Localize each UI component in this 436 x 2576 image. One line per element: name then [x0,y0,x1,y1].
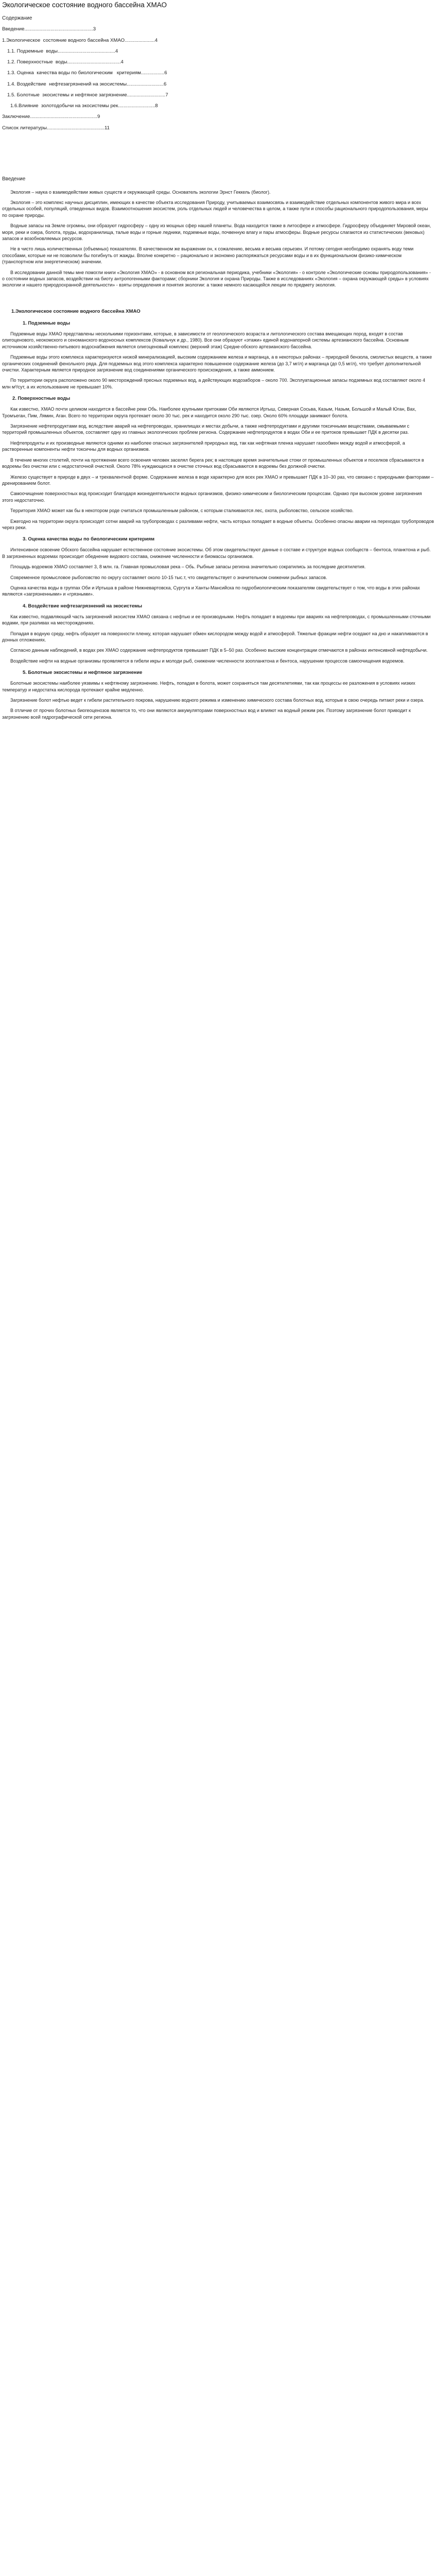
paragraph: Современное промысловое рыболовство по округу составляет около 10-15 тыс.т, что свидетельствует о значительном снижении рыбных запасов. [10,574,327,580]
toc-entry[interactable]: 1.2. Поверхностные воды.......................................4 [7,59,124,65]
paragraph: Водные запасы на Земле огромны, они образуют гидросферу – одну из мощных сфер нашей планеты. Вода находится также в литосфере и атмосфере. Гидросферу объединяет Мировой океан, моря, реки и озера, болота, пруды, водохранилища, талые воды и горные ледники, подземные воды, почвенную влагу и пары атмосферы. Водные ресурсы слагаются из статистических (вековых) запасов и возобновляемых ресурсов. [2,223,431,241]
toc-entry[interactable]: 1.5. Болотные экосистемы и нефтяное загрязнение............................7 [7,92,168,98]
toc-heading: Содержание [2,15,32,21]
subsection-heading: 1. Подземные воды [23,320,71,326]
paragraph: Болотные экосистемы наиболее уязвимы к нефтяному загрязнению. Нефть, попадая в болота, может сохраняться там десятилетиями, так как процессы ее разложения в условиях низких температур и недостатка кислорода протекают крайне медленно. [2,681,415,692]
paragraph: В исследовании данной темы мне помогли книги «Экология ХМАО» - в основном вся региональная периодика, учебники «Экология» - о контроле «Экологические основы природопользования» - о состоянии водных запасов, воздействии на биоту антропогенными факторами; сборники Экология и охрана Природы. Также в исследованиях «Экология – охрана окружающей среды» в условиях экологии и нашего природоохранной деятельности» - взяты определения и понятия экологии: а также немного касающейся лекции по предмету экология. [2,269,431,288]
paragraph: Самоочищение поверхностных вод происходит благодаря жизнедеятельности водных организмов, физико-химическим и биологическим процессам. Однако при высоком уровне загрязнения этого недостаточно. [2,491,422,503]
toc-entry[interactable]: 1.Экологическое состояние водного бассейна ХМАО......................4 [2,37,158,43]
paragraph: Воздействие нефти на водные организмы проявляется в гибели икры и молоди рыб, снижении численности зоопланктона и бентоса, нарушении процессов самоочищения водоемов. [10,658,405,664]
paragraph: Экология – наука о взаимодействии живых существ и окружающей среды. Основатель экологии Эрнст Геккель (биолог). [10,189,271,195]
paragraph: Подземные воды этого комплекса характеризуются низкой минерализацией, высоким содержанием железа и марганца, а в некоторых районах – природной бензола, смолистых веществ, а также органических соединений фенольного ряда. Для подземных вод этого комплекса характерно повышенное содержание железа (до 3,7 мг/л) и марганца (до 0,5 мг/л), что требует дополнительной очистки. Характерным является природное загрязнение вод соединениями органического происхождения, а также аммонием. [2,354,432,373]
paragraph: Согласно данным наблюдений, в водах рек ХМАО содержание нефтепродуктов превышает ПДК в 5–50 раз. Особенно высокие концентрации отмечаются в районах интенсивной нефтедобычи. [10,648,428,653]
paragraph: По территории округа расположено около 90 месторождений пресных подземных вод, а действующих водозаборов – около 700. Эксплуатационные запасы подземных вод составляют около 4 млн м³/сут, а их использование не превышает 10%. [2,378,425,389]
toc-entry[interactable]: Список литературы..........................................11 [2,125,110,131]
paragraph: Попадая в водную среду, нефть образует на поверхности пленку, которая нарушает обмен кислородом между водой и атмосферой. Тяжелые фракции нефти оседают на дно и накапливаются в донных отложениях. [2,631,428,642]
paragraph: Железо существует в природе в двух – и трехвалентной форме. Содержание железа в воде характерно для всех рек ХМАО и превышает ПДК в 10–30 раз, что связано с природными факторами – дренированием болот. [2,474,434,486]
paragraph: Загрязнение нефтепродуктами вод, вследствие аварий на нефтепроводах, хранилищах и местах добычи, а также нефтепродуктами и другими токсичными веществами, смываемыми с территорий промышленных объектов, составляет одну из главных экологических проблем региона. Содержание нефтепродуктов в водах Оби и ее притоков превышает ПДК в десятки раз. [2,423,410,435]
paragraph: В течение многих столетий, почти на протяжении всего освоения человек заселял берега рек; в настоящее время значительные стоки от промышленных объектов и поселков сбрасываются в водоемы без очистки или с недостаточной очисткой. Около 78% нуждающихся в очистке сточных вод сбрасываются в водоемы без должной очистки. [2,457,424,469]
toc-entry[interactable]: 1.4. Воздействие нефтезагрязнений на экосистемы...........................6 [7,81,167,87]
subsection-heading: 4. Воздействие нефтезагрязнений на экосистемы [23,602,142,608]
table-of-contents [2,15,290,131]
paragraph: Не в чисто лишь количественных (объемных) показателях. В качественном же выражении он, к сожалению, весьма и весьма серьезен. И потому сегодня необходимо охранять воду теми способами, которые ни не позволили бы погибнуть от жажды. Вполне конкретно – рационально и экономно распоряжаться ресурсами воды и в их функциональном физико-химическом (транспортном или энергетическом) значении. [2,246,414,265]
toc-entry[interactable]: 1.1. Подземные воды..........................................4 [7,48,118,54]
paragraph: Площадь водоемов ХМАО составляет 3, 8 млн. га. Главная промысловая река – Обь. Рыбные запасы региона значительно сократились за последние десятилетия. [10,564,366,570]
paragraph: Интенсивное освоение Обского бассейна нарушает естественное состояние экосистемы. Об этом свидетельствуют данные о составе и структуре водных сообществ – бентоса, планктона и рыб. В загрязненных водоемах происходит обеднение видового состава, снижение численности и биомассы организмов. [2,547,431,559]
page-title: Экологическое состояние водного бассейна ХМАО [2,1,167,9]
toc-entry[interactable]: Введение..................................................3 [2,26,96,32]
section-heading: 1.Экологическое состояние водного бассейна ХМАО [11,308,141,314]
toc-entry[interactable]: Заключение.................................................9 [2,114,100,120]
document-page [0,0,436,720]
toc-entry[interactable]: 1.6.Влияние золотодобычи на экосистемы рек...........................8 [10,103,158,109]
paragraph: Нефтепродукты и их производные являются одними из наиболее опасных загрязнителей природных вод, так как нефтяная пленка нарушает газообмен между водой и атмосферой, а растворенные компоненты нефти токсичны для водных организмов. [2,440,405,452]
paragraph: Подземные воды ХМАО представлены несколькими горизонтами, которые, в зависимости от геологического возраста и литологического состава вмещающих пород, входят в состав олигоценового, неокомского и сеноманского водоносных комплексов (Ковальчук и др., 1980). Все они образуют «этажи» единой водонапорной системы артезианского бассейна. Основным источником хозяйственно-питьевого водоснабжения является олигоценовый комплекс (верхний этаж) Средне-обского артезианского бассейна. [2,331,409,349]
subsection-heading: 3. Оценка качества воды по биологическим критериям [23,536,155,542]
toc-entry[interactable]: 1.3. Оценка качества воды по биологическим критериям.................6 [7,70,167,76]
paragraph: Как известно, подавляющий часть загрязнений экосистем ХМАО связана с нефтью и ее производными. Нефть попадает в водоемы при авариях на нефтепроводах, с промышленными сточными водами, при разливах на месторождениях. [2,614,431,626]
paragraph: Загрязнение болот нефтью ведет к гибели растительного покрова, нарушению водного режима и изменению химического состава болотных вод, которые в свою очередь питают реки и озера. [10,697,424,703]
intro-section [2,189,434,289]
paragraph: Территория ХМАО может как бы в некотором роде считаться промышленным районом, с которым сталкиваются лес, охота, рыболовство, сельское хозяйство. [10,508,354,514]
subsection-heading: 2. Поверхностные воды [12,395,71,401]
paragraph: Как известно, ХМАО почти целиком находится в бассейне реки Обь. Наиболее крупными притоками Оби являются Иртыш, Северная Сосьва, Казым, Назым, Большой и Малый Юган, Вах, Тромъеган, Пим, Лямин, Аган. Всего по территории округа протекает около 30 тыс. рек и находится около 290 тыс. озер. Около 60% площади занимают болота. [2,406,416,418]
paragraph: Ежегодно на территории округа происходят сотни аварий на трубопроводах с разливами нефти, часть которых попадает в водные объекты. Особенно опасны аварии на переходах трубопроводов через реки. [2,518,434,530]
paragraph: Экология – это комплекс научных дисциплин, имеющих в качестве объекта исследования Природу, учитываемых взаимосвязь и взаимодействие отдельных компонентов живого мира и всех отдельных особей, популяций, отведенных видов. Взаимоотношения экосистем, роль отдельных людей и человечества в целом, а также пути и способы рационального природопользования, меры по охране природы. [2,199,428,218]
paragraph: Оценка качества воды в группах Оби и Иртыша в районе Нижневартовска, Сургута и Ханты-Мансийска по гидробиологическим показателям свидетельствует о том, что воды в этих районах являются «загрязненными» и «грязными». [2,585,420,597]
paragraph: В отличие от прочих болотных биогеоценозов является то, что они являются аккумуляторами поверхностных вод и влияют на водный режим рек. Поэтому загрязнение болот приводит к загрязнению всей гидрографической сети региона. [2,708,411,720]
subsection-heading: 5. Болотные экосистемы и нефтяное загрязнение [23,669,143,675]
intro-heading: Введение [2,176,26,182]
